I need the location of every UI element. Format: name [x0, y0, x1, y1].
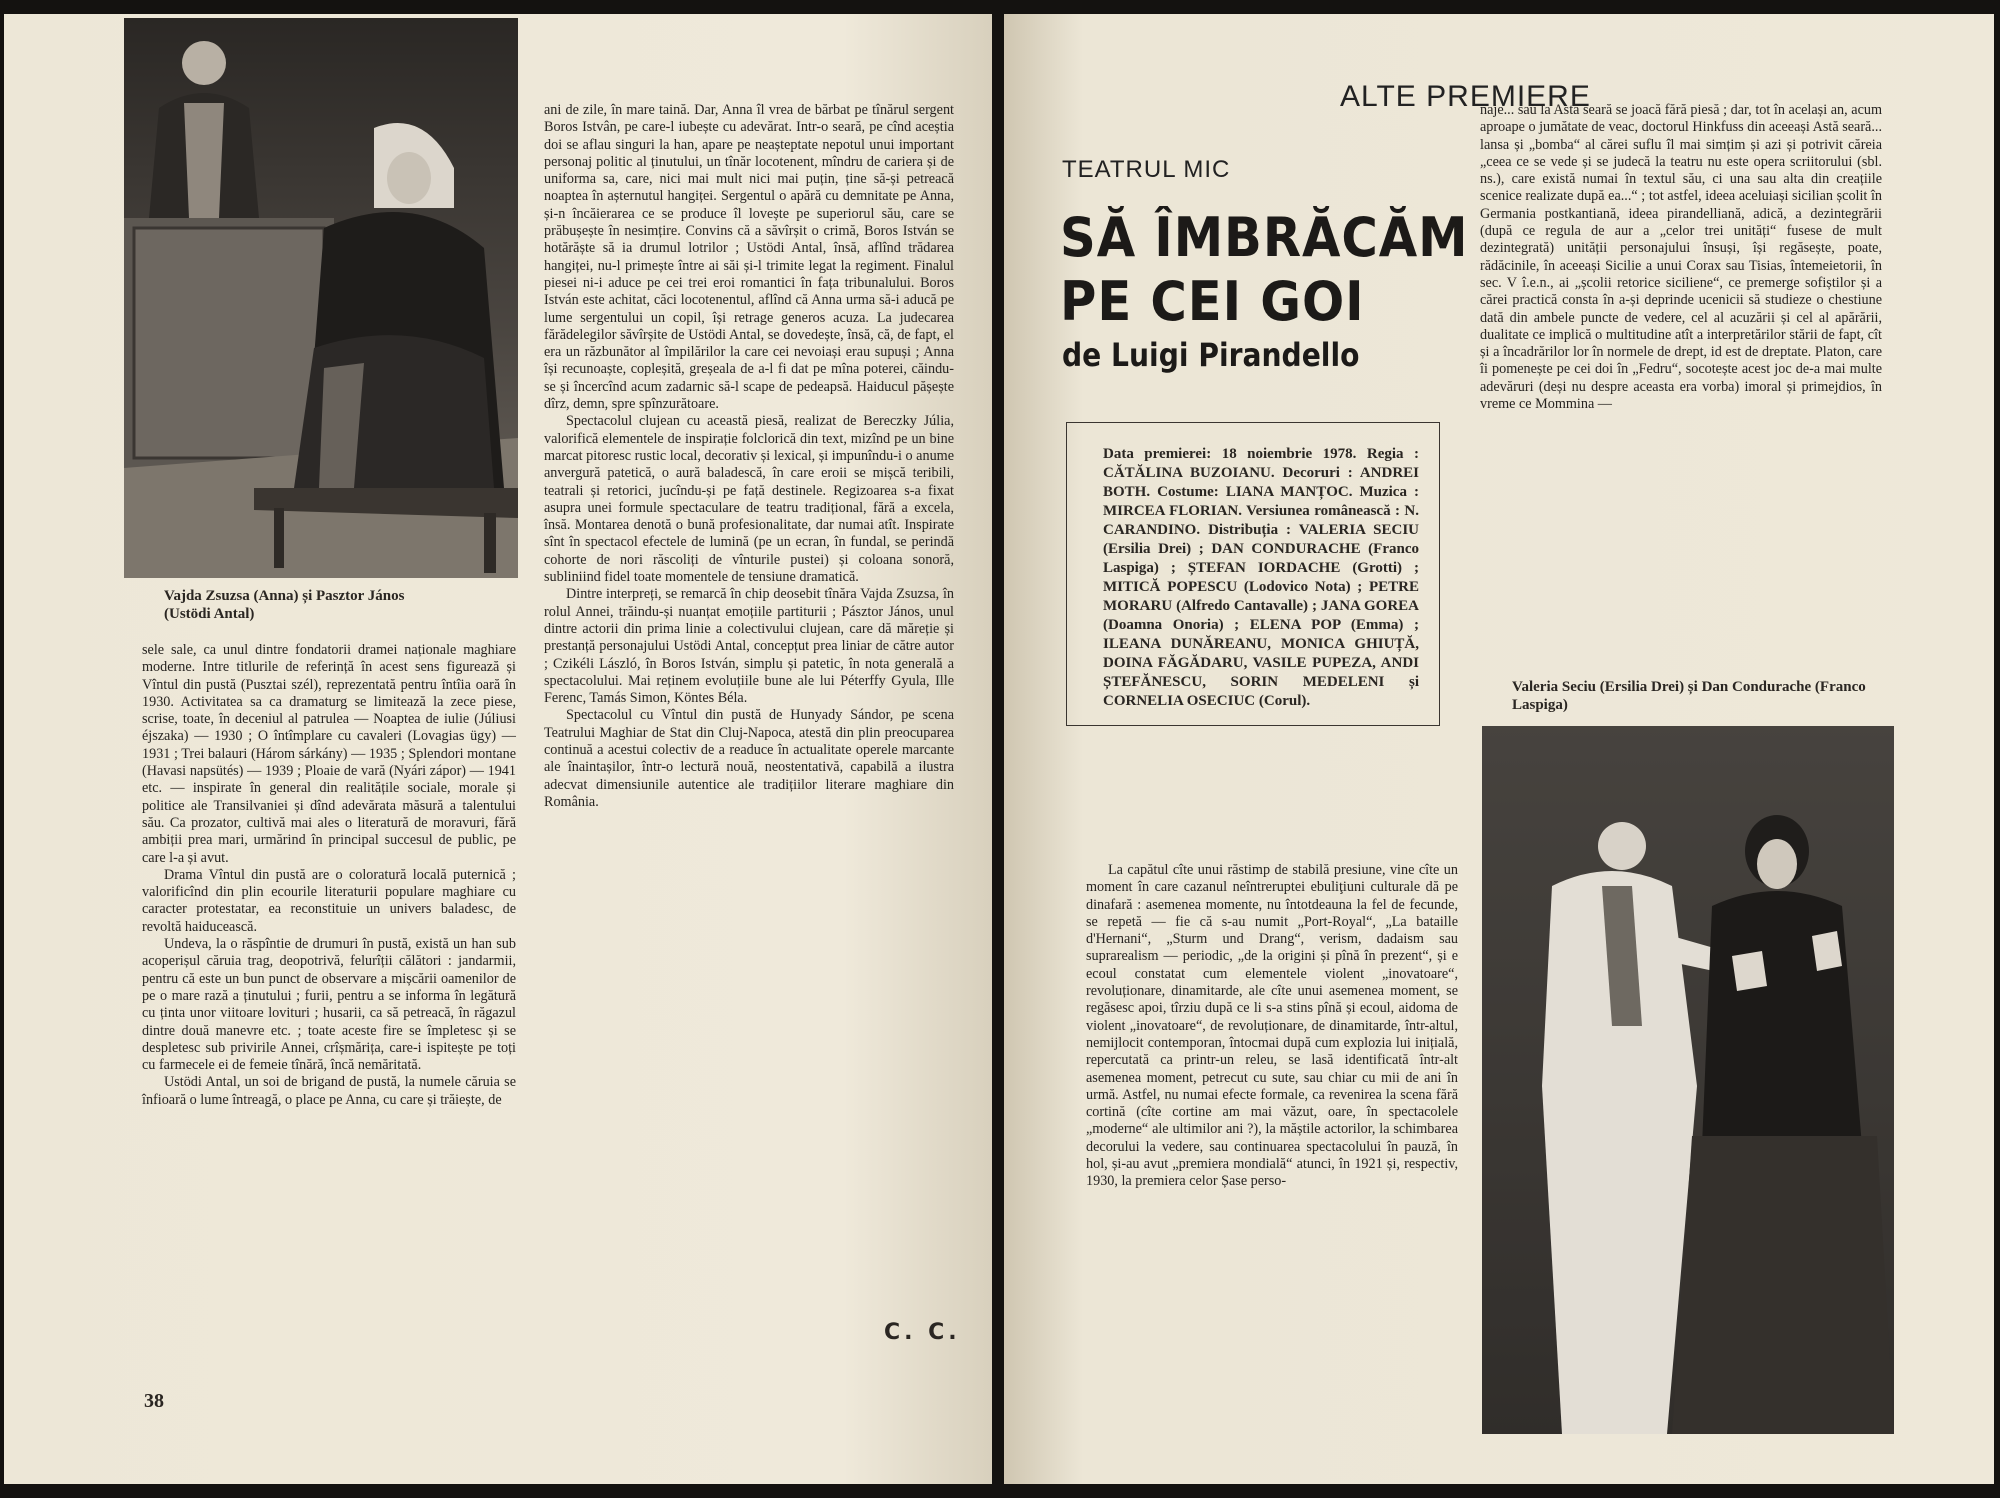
- paragraph: Spectacolul cu Vîntul din pustă de Hunyady Sándor, pe scena Teatrului Maghiar de Stat din Cluj-Napoca, atestă din plin preocuparea continuă a acestui colectiv de a readuce în actualitate operele marcante ale înaintașilor, într-o lectură nouă, neostentativă, capabilă a ilustra adecvat dimensiunile autentice ale tradițiilor literare maghiare din România.: [544, 707, 954, 810]
- article-column-2: [544, 102, 954, 811]
- page-number: 38: [144, 1390, 164, 1412]
- paragraph: sele sale, ca unul dintre fondatorii dramei naționale maghiare moderne. Intre titlurile de referință în acest sens figurează și Vîntul din pustă (Pusztai szél), reprezentată pentru întîia oară în 1930. Activitatea sa ca dramaturg se limitează la zece piese, scrise, toate, în deceniul al patrulea — Noaptea de iulie (Júliusi éjszaka) — 1930 ; O întîmplare cu cavaleri (Lovagias ügy) — 1931 ; Trei balauri (Három sárkány) — 1935 ; Splendori montane (Havasi napsütés) — 1939 ; Ploaie de vară (Nyári zápor) — 1941 etc. — inspirate în general din realitățile sociale, morale și politice ale Transilvaniei și dînd adevărata măsură a talentului său. Ca prozator, cultivă mai ales o literatură de moravuri, fără ambiții prea mari, urmărind în principal succesul de public, pe care l-a și avut.: [142, 642, 516, 866]
- section-title: ALTE PREMIERE: [1340, 80, 1591, 113]
- theatre-name: TEATRUL MIC: [1062, 156, 1231, 183]
- left-page: [4, 14, 992, 1484]
- article-column-4: [1480, 102, 1882, 413]
- play-title-line-1: SĂ ÎMBRĂCĂM: [1060, 206, 1469, 269]
- author-signature: C. C.: [884, 1320, 961, 1345]
- photo-caption-left: [164, 587, 518, 623]
- right-page: [1004, 14, 1994, 1484]
- paragraph: Dintre interpreți, se remarcă în chip deosebit tînăra Vajda Zsuzsa, în rolul Annei, trăindu-și nuanțat emoțiile partiturii ; Pásztor János, unul dintre actorii din prima linie a colectivului clujean, care dă măreție și prestanță personajului Ustödi Antal, concepțut prea liniar de către autor ; Czikéli László, în Boros István, simplu și patetic, în nota generală a spectacolului. Mai reținem evoluțiile bune ale lui Péterffy Gyula, Ille Ferenc, Tamás Simon, Köntes Béla.: [544, 586, 954, 707]
- stage-photo-right: [1482, 726, 1894, 1434]
- paragraph: Spectacolul clujean cu această piesă, realizat de Bereczky Júlia, valorifică elementele de inspirație folclorică din text, mizînd pe un bine marcat pitoresc rustic local, decorativ și lexical, și impunîndu-i o anume anvergură patetică, o aură baladescă, în care eroii se mișcă teribili, teatrali și retorici, jucîndu-și pe față destinele. Regizoarea s-a fixat asupra unei formule spectaculare de teatru tradițional, fără a excela, însă. Montarea denotă o bună profesionalitate, dar numai atît. Inspirate sînt în spectacol efectele de lumină (pe un ecran, în fundal, se perindă cohorte de nori răscoliți de vînturile pustei) și coloana sonoră, subliniind fidel toate momentele de tensiune dramatică.: [544, 413, 954, 586]
- author-byline: de Luigi Pirandello: [1062, 336, 1360, 374]
- caption-names: Valeria Seciu (Ersilia Drei) și Dan Condurache (Franco Laspiga): [1512, 679, 1866, 713]
- credits-box: Data premierei: 18 noiembrie 1978. Regia : CĂTĂLINA BUZOIANU. Decoruri : ANDREI BOTH. Costume: LIANA MANȚOC. Muzica : MIRCEA FLORIAN. Versiunea românească : N. CARANDINO. Distribuția : VALERIA SECIU (Ersilia Drei) ; DAN CONDURACHE (Franco Laspiga) ; ȘTEFAN IORDACHE (Grotti) ; MITICĂ POPESCU (Lodovico Nota) ; PETRE MORARU (Alfredo Cantavalle) ; JANA GOREA (Doamna Onoria) ; ELENA POP (Emma) ; ILEANA DUNĂREANU, MONICA GHIUȚĂ, DOINA FĂGĂDARU, VASILE PUPEZA, ANDI ȘTEFĂNESCU, SORIN MEDELENI și CORNELIA OSECIUC (Corul).: [1066, 422, 1440, 726]
- article-column-1: [142, 642, 516, 1109]
- paragraph: La capătul cîte unui răstimp de stabilă presiune, vine cîte un moment în care cazanul neîntreruptei ebuliţiuni culturale dă pe dinafară : asemenea momente, nu întotdeauna la fel de fecunde, se repetă — fie că s-au numit „Port-Royal“, „La bataille d'Hernani“, „Sturm und Drang“, verism, dadaism sau suprarealism — periodic, „de la origini și pînă în prezent“, și e ecoul constatat cum elementele violent „inovatoare“, revoluționare, dinamitarde, ale cîte unui asemenea moment, se regăsesc apoi, tîrziu după ce li s-a stins pînă și ecoul, aidoma de violent „inovatoare“, de revoluționare, de dinamitarde, într-altul, nemijlocit contemporan, întocmai după cum explozia lui inițială, repercutată ca printr-un releu, se lasă identificată într-alt asemenea moment, petrecut cu sute, sau chiar cu mii de ani în urmă. Astfel, nu numai efecte formale, ca revenirea la scena fără cortină (cîte cortine am mai văzut, oare, în spectacolele „moderne“ ale ultimilor ani ?), la măștile actorilor, la schimbarea decorului la vedere, sau continuarea spectacolului în pauză, în hol, și-au avut „premiera mondială“ atunci, în 1921 și, respectiv, 1930, la premiera celor Șase perso-: [1086, 862, 1458, 1190]
- stage-photo-left: [124, 18, 518, 578]
- article-column-3: [1086, 862, 1458, 1191]
- paragraph: ani de zile, în mare taină. Dar, Anna îl vrea de bărbat pe tînărul sergent Boros Istvân, pe care-l iubește cu adevărat. Intr-o seară, pe cînd aceștia doi se aflau singuri la han, apare pe neașteptate nepotul unui important personaj politic al ținutului, un tînăr locotenent, mîndru de cariera și de uniforma sa, care, nici mai mult nici mai puțin, ține să-și petreacă noaptea în așternutul hangiței. Sergentul o apără cu demnitate pe Anna, și-n încăierarea ce se produce îl lovește pe superiorul său, care se prăbușește în nesimțire. Convins că a săvîrșit o crimă, Boros István se hotărăște să ia drumul lotrilor ; Ustödi Antal, însă, aflînd trădarea hangiței, nu-l primește între ai săi și-l trimite legat la regiment. Finalul piesei ni-i aduce pe cei trei eroi romantici în fața tribunalului. Boros István este achitat, căci locotenentul, aflînd că Anna urma să-i aducă pe lume sergentului un copil, își retrage generos acuza. La judecarea fărădelegilor săvîrșite de Ustödi Antal, se dovedește, însă, că, de fapt, el era un răzbunător al împilărilor la care cei nevoiași erau supuși ; Anna își recunoaște, copleșită, greșeala de a-l fi dat pe mîna poterei, căindu-se și încercînd acum zadarnic să-l scape de pedeapsă. Haiducul pășește dîrz, demn, spre spînzurătoare.: [544, 102, 954, 413]
- caption-names: Vajda Zsuzsa (Anna) și Pasztor János: [164, 588, 405, 604]
- play-title: [1060, 206, 1468, 334]
- photo-caption-right: [1512, 678, 1872, 714]
- paragraph: naje... sau la Astă seară se joacă fără piesă ; dar, tot în același an, acum aproape o jumătate de veac, doctorul Hinkfuss din aceeași Astă seară... lansa și „bomba“ al cărei suflu îl mai simțim și azi și potrivit căreia „ceea ce se vede și se judecă la teatru nu este opera scriitorului (sbl. ns.), care există numai în textul său, ci una sau alta din creațiile scenice realizate după ea...“ ; tot astfel, ideea aceluiași sicilian școlit în Germania postkantiană, ideea pirandelliană, adică, a dezintegrării (după ce regula de aur a „celor trei unități“ fusese de mult dezintegrată) unității personajului însuși, își regăsește, poate, rădăcinile, în aceeași Sicilie a unui Corax sau Tisias, întemeietorii, în sec. V î.e.n., ai „școlii retorice siciliene“, ce premerge sofiștilor și a cărei practică consta în a-și deprinde ucenicii să studieze o chestiune dată din ambele puncte de vedere, cel al acuzării și cel al apărării, dualitate ce implică o multitudine atît a interpretărilor stării de fapt, cît și a încadrărilor lor în normele de drept, id est de dreptate. Platon, care îi pomenește pe cei doi în „Fedru“, socotește acest joc de-a mai multe adevăruri (deși nu despre aceasta era vorba) imoral și primejdios, în vreme ce Mommina —: [1480, 102, 1882, 413]
- play-title-line-2: PE CEI GOI: [1060, 270, 1365, 333]
- caption-role: (Ustödi Antal): [164, 606, 255, 622]
- paragraph: Ustödi Antal, un soi de brigand de pustă, la numele căruia se înfioară o lume întreagă, o place pe Anna, cu care și trăiește, de: [142, 1074, 516, 1108]
- paragraph: Drama Vîntul din pustă are o coloratură locală puternică ; valorificînd din plin ecourile literaturii populare maghiare cu caracter protestatar, ea reconstituie un univers baladesc, de revoltă haiducească.: [142, 866, 516, 935]
- paragraph: Undeva, la o răspîntie de drumuri în pustă, există un han sub acoperișul căruia trag, deopotrivă, felurîții călători : jandarmii, pentru că este un bun punct de observare a mișcării oamenilor de pe o mare rază a ținutului ; furii, pentru a se informa în legătură cu ținta unor viitoare lovituri ; husarii, ca să petreacă, în răgazul dintre două manevre etc. ; toate aceste fire se împletesc și se despletesc sub privirile Annei, crîșmărița, care-i ispitește pe toți cu farmecele ei de femeie tînără, încă nemăritată.: [142, 936, 516, 1074]
